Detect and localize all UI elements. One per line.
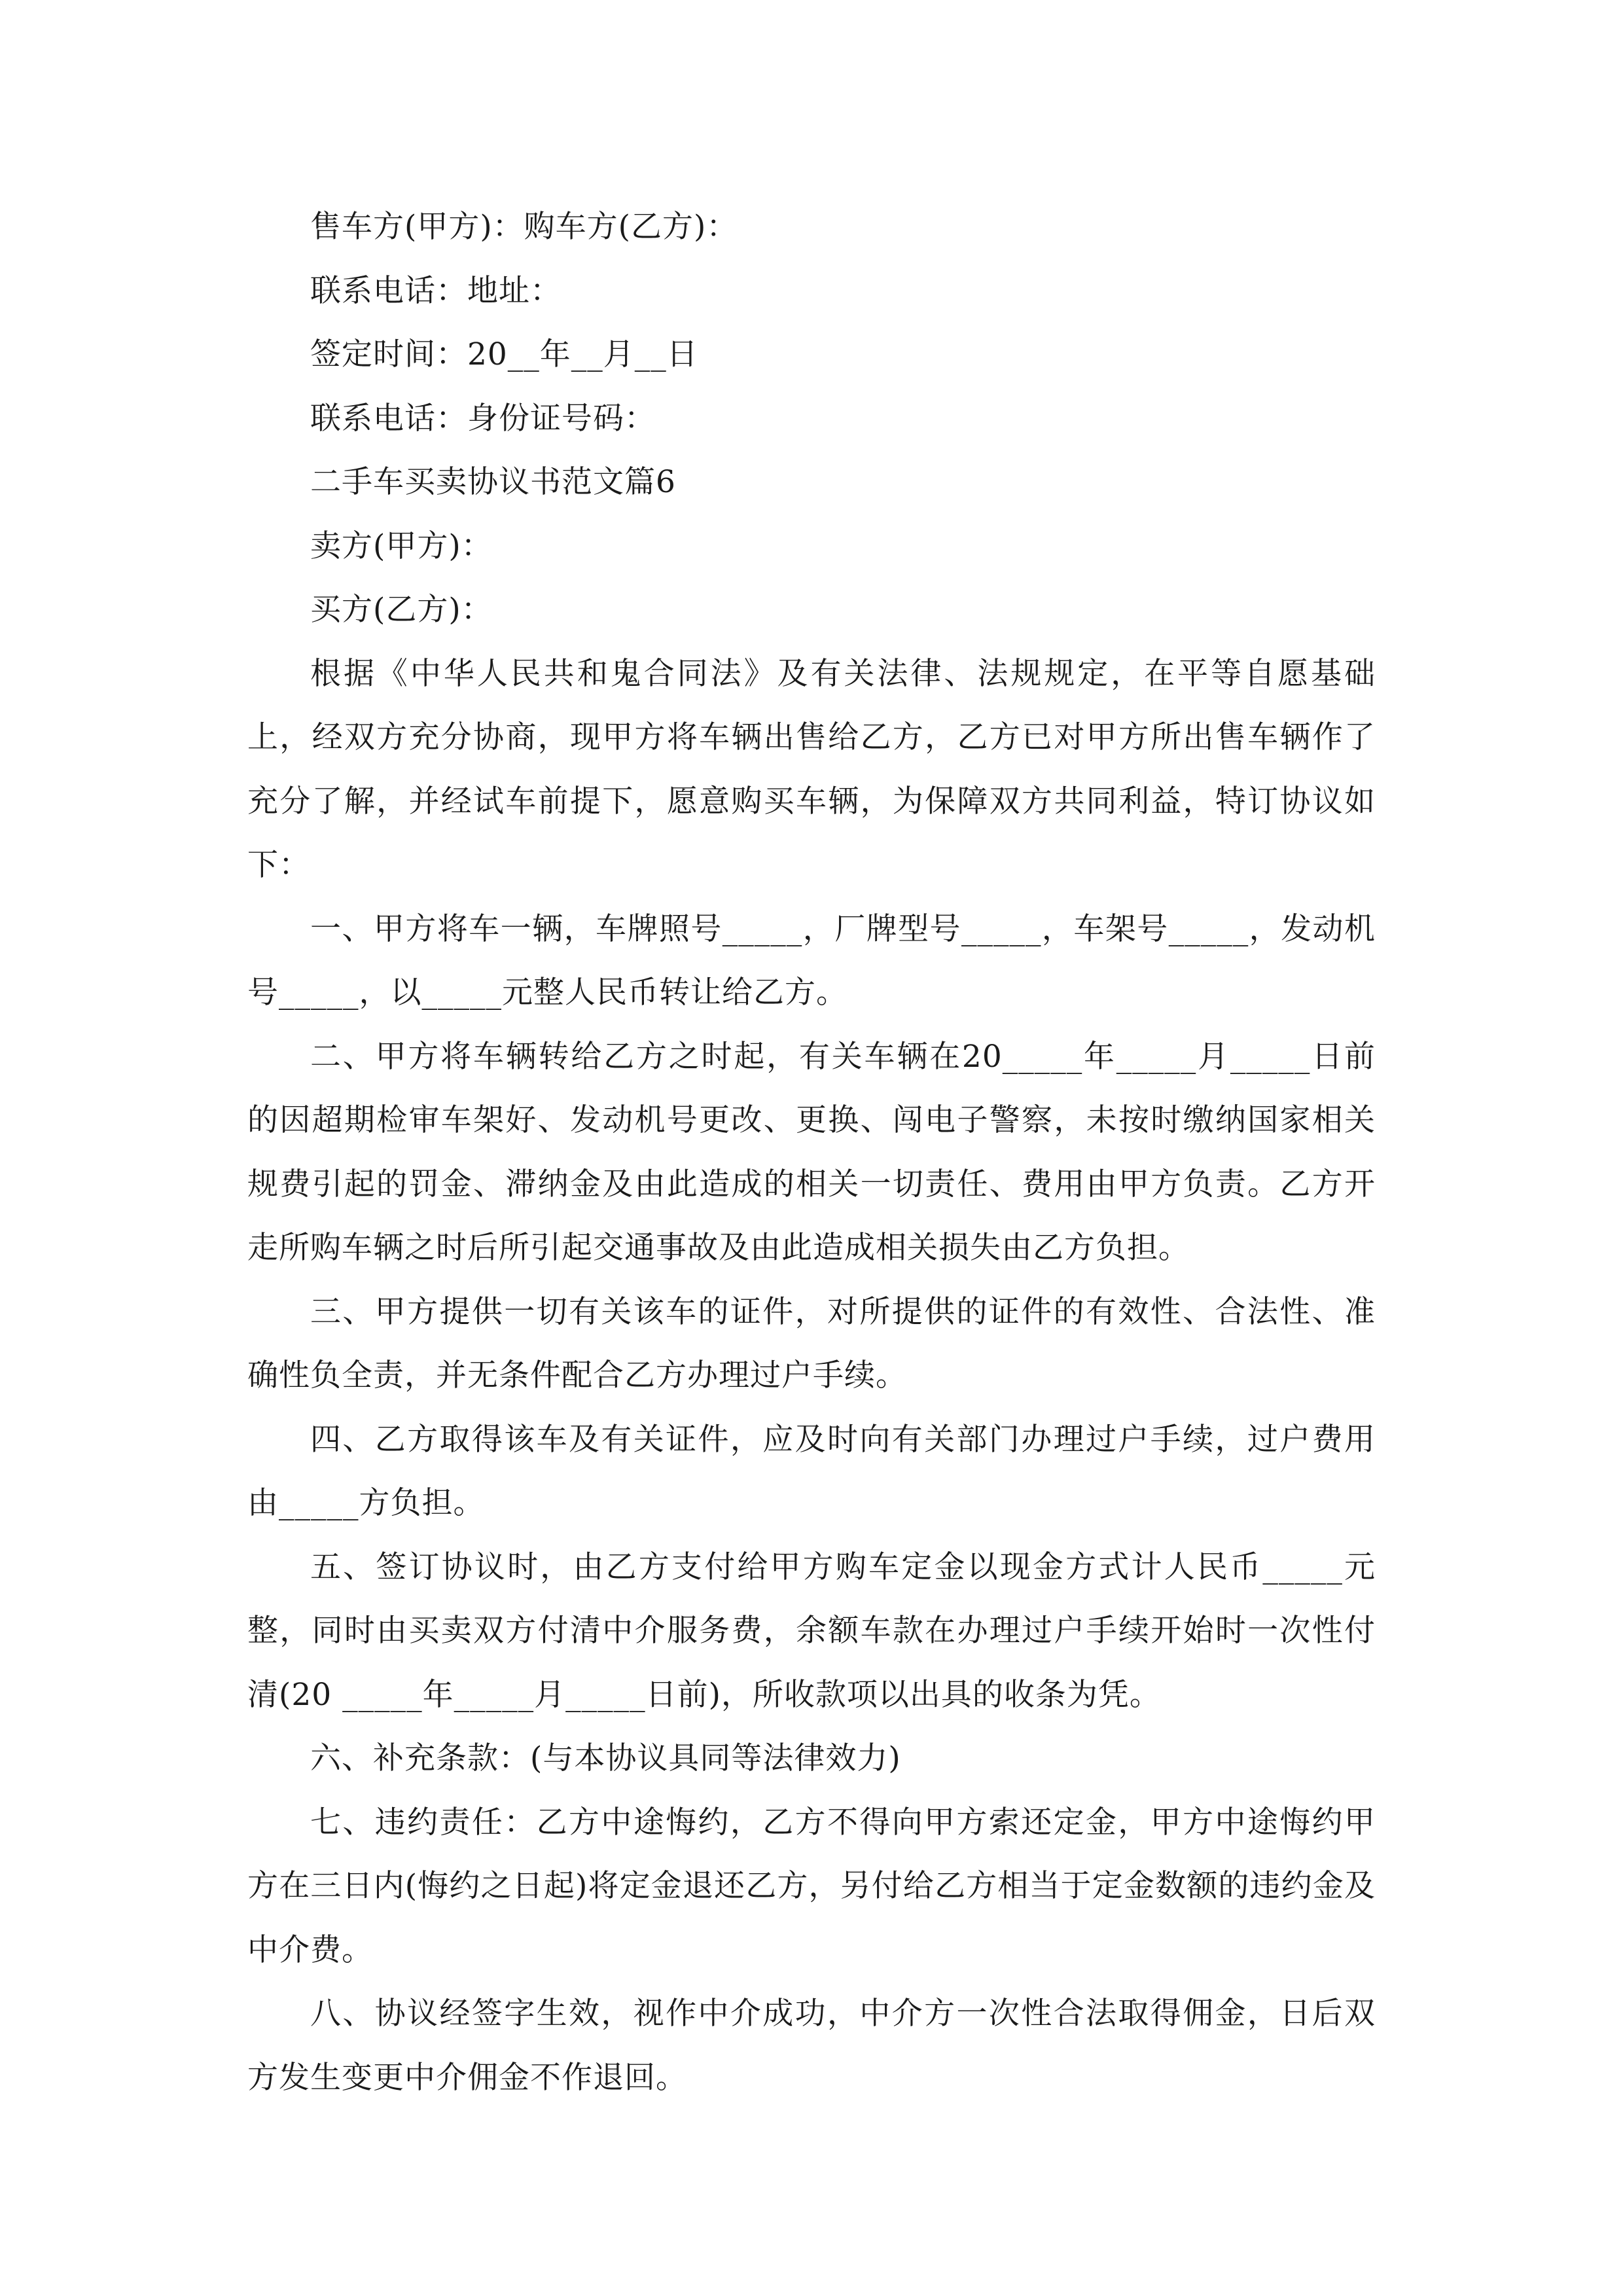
seller-buyer-line: 售车方(甲方)：购车方(乙方)： xyxy=(310,209,738,245)
contact-address-line: 联系电话：地址： xyxy=(310,272,562,309)
seller-line: 卖方(甲方)： xyxy=(310,528,493,564)
document-body xyxy=(247,195,1376,2109)
clause-4: 四、乙方取得该车及有关证件，应及时向有关部门办理过户手续，过户费用由_____方负担。 xyxy=(247,1421,1376,1521)
clause-5: 五、签订协议时，由乙方支付给甲方购车定金以现金方式计人民币_____元整，同时由买卖双方付清中介服务费，余额车款在办理过户手续开始时一次性付清(20 _____年_____月_____日前)，所收款项以出具的收条为凭。 xyxy=(247,1549,1376,1713)
clause-2: 二、甲方将车辆转给乙方之时起，有关车辆在20_____年_____月_____日前的因超期检审车架好、发动机号更改、更换、闯电子警察，未按时缴纳国家相关规费引起的罚金、滞纳金及由此造成的相关一切责任、费用由甲方负责。乙方开走所购车辆之时后所引起交通事故及由此造成相关损失由乙方负担。 xyxy=(247,1038,1376,1266)
contact-id-line: 联系电话：身份证号码： xyxy=(310,400,656,437)
clause-1: 一、甲方将车一辆，车牌照号_____，厂牌型号_____，车架号_____，发动机号_____，以_____元整人民币转让给乙方。 xyxy=(247,910,1376,1011)
section-title: 二手车买卖协议书范文篇6 xyxy=(310,464,676,500)
clause-3: 三、甲方提供一切有关该车的证件，对所提供的证件的有效性、合法性、准确性负全责，并无条件配合乙方办理过户手续。 xyxy=(247,1293,1376,1393)
clause-8: 八、协议经签字生效，视作中介成功，中介方一次性合法取得佣金，日后双方发生变更中介佣金不作退回。 xyxy=(247,1996,1376,2096)
sign-date-line: 签定时间：20__年__月__日 xyxy=(310,336,698,372)
preamble-paragraph: 根据《中华人民共和鬼合同法》及有关法律、法规规定，在平等自愿基础上，经双方充分协商，现甲方将车辆出售给乙方，乙方已对甲方所出售车辆作了充分了解，并经试车前提下，愿意购买车辆，为保障双方共同利益，特订协议如下： xyxy=(247,655,1376,883)
clause-6: 六、补充条款：(与本协议具同等法律效力) xyxy=(310,1740,901,1776)
buyer-line: 买方(乙方)： xyxy=(310,592,493,628)
clause-7: 七、违约责任：乙方中途悔约，乙方不得向甲方索还定金，甲方中途悔约甲方在三日内(悔约之日起)将定金退还乙方，另付给乙方相当于定金数额的违约金及中介费。 xyxy=(247,1804,1376,1968)
